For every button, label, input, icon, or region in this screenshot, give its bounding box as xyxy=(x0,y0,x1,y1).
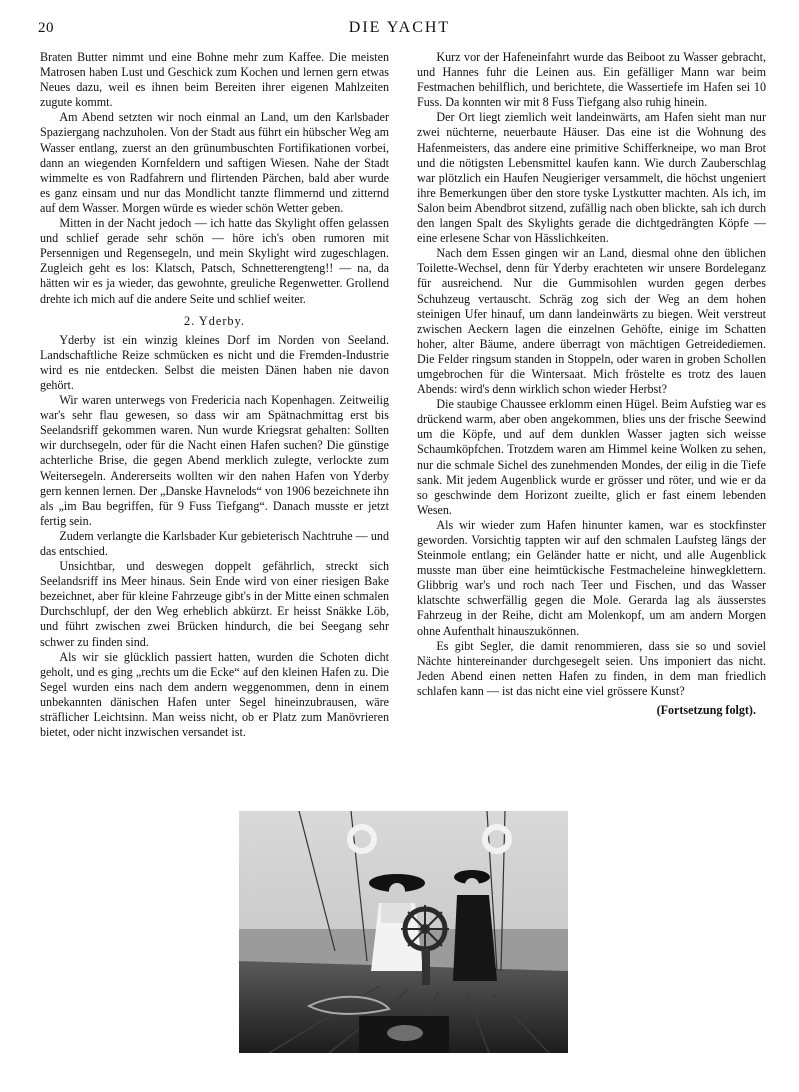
continued-note: (Fortsetzung folgt). xyxy=(656,703,756,718)
photo-compass xyxy=(387,1025,423,1041)
left-column xyxy=(40,50,389,800)
running-title: DIE YACHT xyxy=(348,19,451,36)
text-columns xyxy=(40,50,766,800)
paragraph: Mitten in der Nacht jedoch — ich hatte das Skylight offen gelassen und schlief gerade sehr schön — höre ich's oben rumoren mit Persennigen und Regensegeln, und mein Skylight wird zugeschlagen. Zugleich geht es los: Klatsch, Patsch, Schnetterengteng!! — na, da hätten wir es ja wieder, das gewohnte, greuliche Regenwetter. Grollend drehte ich mich auf die andere Seite und schlief weiter. xyxy=(40,216,389,306)
right-column xyxy=(417,50,766,800)
yacht-photograph xyxy=(239,811,568,1053)
paragraph: Zudem verlangte die Karlsbader Kur gebieterisch Nachtruhe — und das entschied. xyxy=(40,528,389,558)
paragraph: Wir waren unterwegs von Fredericia nach Kopenhagen. Zeitweilig war's sehr flau gewesen, so dass wir am Spätnachmittag erst bis Seelandsriff gekommen waren. Nun wurde Kriegsrat gehalten: Sollten wir durchsegeln, oder für die Nacht einen Hafen suchen? Die günstige achterliche Brise, die gegen Abend merklich zulegte, verlockte zum Weitersegeln. Andererseits wollten wir den nahen Hafen von Yderby gern kennen lernen. Der „Danske Havnelods“ von 1906 bezeichnete ihn als „im Bau begriffen, für 9 Fuss Tiefgang“. Danach musste er jetzt fertig sein. xyxy=(40,393,389,528)
paragraph: Kurz vor der Hafeneinfahrt wurde das Beiboot zu Wasser gebracht, und Hannes fuhr die Leinen aus. Ein gefälliger Mann war beim Festmachen behilflich, und berichtete, die Wassertiefe im Hafen sei 10 Fuss. Da konnten wir mit 8 Fuss Tiefgang also ruhig hinein. xyxy=(417,50,766,110)
paragraph: Unsichtbar, und deswegen doppelt gefährlich, streckt sich Seelandsriff ins Meer hinaus. Sein Ende wird von einer riesigen Bake bezeichnet, aber für kleine Fahrzeuge gibt's in der Mitte einen schmalen Durchschlupf, der den Weg erheblich abkürzt. Er heisst Snäkke Löb, und führt zwischen zwei Brücken hindurch, die bei Seegang sehr schwer zu finden sind. xyxy=(40,559,389,649)
page-number: 20 xyxy=(38,20,54,36)
paragraph: Am Abend setzten wir noch einmal an Land, um den Karlsbader Spaziergang nachzuholen. Von der Stadt aus führt ein hübscher Weg am Wasser entlang, zuerst an den grünumbuschten Fortifikationen vorbei, dann an wiegenden Kornfeldern und saftigen Wiesen. Nahe der Stadt wimmelte es von Radfahrern und flirtenden Pärchen, bald aber wurde es ganz einsam und nur das Mondlicht tanzte flimmernd und zitternd auf dem Wasser. Morgen würde es wieder schön Wetter geben. xyxy=(40,110,389,215)
paragraph: Der Ort liegt ziemlich weit landeinwärts, am Hafen sieht man nur zwei nüchterne, neuerbaute Häuser. Das eine ist die Wohnung des Hafenmeisters, das andere eine primitive Schifferkneipe, wo man Brot und die nötigsten Lebensmittel kaufen kann. Wie durch Zauberschlag war plötzlich ein Haufen Neugieriger versammelt, die höchst ungeniert ihre Bemerkungen über den store tyske Lystkutter machten. Als ich, im Salon beim Abendbrot sitzend, zufällig nach oben blickte, sah ich durch den langen Spalt des Skylights gerade die dichtgedrängten Köpfe — eine erlesene Schar von Hässlichkeiten. xyxy=(417,110,766,246)
paragraph: Nach dem Essen gingen wir an Land, diesmal ohne den üblichen Toilette-Wechsel, denn für Yderby erachteten wir unsere Bordeleganz für ausreichend. Nur die Gummisohlen wurden gegen derbes Schuhzeug vertauscht. Schräg zog sich der Weg an dem hohen steinigen Ufer hinauf, um dann landeinwärts zu biegen. Weit verstreut zwischen Aeckern lagen die einzelnen Gehöfte, einige im Schatten hoher, alter Bäume, andere überragt von mächtigen Getreidediemen. Die Felder ringsum standen in Stoppeln, oder waren in groben Schollen umgebrochen für die Wintersaat. Mich fröstelte es trotz des lauen Abends: wird's denn wirklich schon wieder Herbst? xyxy=(417,246,766,397)
paragraph: Die staubige Chaussee erklomm einen Hügel. Beim Aufstieg war es drückend warm, aber oben angekommen, blies uns der frische Seewind um die Köpfe, und auf dem dunklen Wasser jagten sich weisse Schaumköpfchen. Trotzdem waren am Himmel keine Wolken zu sehen, nur die schmale Sichel des zunehmenden Mondes, der eilig in die Tiefe sank. Mit jedem Augenblick wurde er grösser und röter, und wie er da so geschwinde dem Horizont zueilte, glich er fast einem lebenden Wesen. xyxy=(417,397,766,517)
paragraph: Es gibt Segler, die damit renommieren, dass sie so und soviel Nächte hintereinander durchgesegelt seien. Uns imponiert das nicht. Jeden Abend einen netten Hafen zu finden, in dem man friedlich schlafen kann — ist das nicht eine viel grössere Kunst? xyxy=(417,638,766,698)
photo-woman-white xyxy=(369,874,425,971)
paragraph: Yderby ist ein winzig kleines Dorf im Norden von Seeland. Landschaftliche Reize schmücken es nicht und die Fremden-Industrie wird es nie entdecken. Selbst die meisten Dänen haben nie davon gehört. xyxy=(40,332,389,392)
paragraph: Als wir wieder zum Hafen hinunter kamen, war es stockfinster geworden. Vorsichtig tappten wir auf den schmalen Laufsteg längs der Steinmole entlang; ein Geländer hatte er nicht, und alle Augenblick musste man über eine heimtückische Festmacheleine hinwegklettern. Glibbrig war's und roch nach Teer und Fischen, und das Wasser klatschte schwerfällig gegen die Mole. Gerarda lag als äusserstes Fahrzeug in der Reihe, dicht am Molenkopf, um am andern Morgen ohne Aufenthalt hinauszukönnen. xyxy=(417,517,766,638)
section-heading: 2. Yderby. xyxy=(184,313,245,328)
paragraph: Braten Butter nimmt und eine Bohne mehr zum Kaffee. Die meisten Matrosen haben Lust und Geschick zum Kochen und lernen gern etwas Neues dazu, weil es ihnen beim Bereiten ihrer eigenen Mahlzeiten zugute kommt. xyxy=(40,50,389,110)
paragraph: Als wir sie glücklich passiert hatten, wurden die Schoten dicht geholt, und es ging „rechts um die Ecke“ auf den kleinen Hafen zu. Die Segel wurden eins nach dem andern weggenommen, denn in einem unbekannten dänischen Hafen unter Segel hineinzubrausen, wäre sträflicher Leichtsinn. Man weiss nicht, ob er Platz zum Manövrieren bietet, oder nicht inzwischen versandet ist. xyxy=(40,649,389,740)
